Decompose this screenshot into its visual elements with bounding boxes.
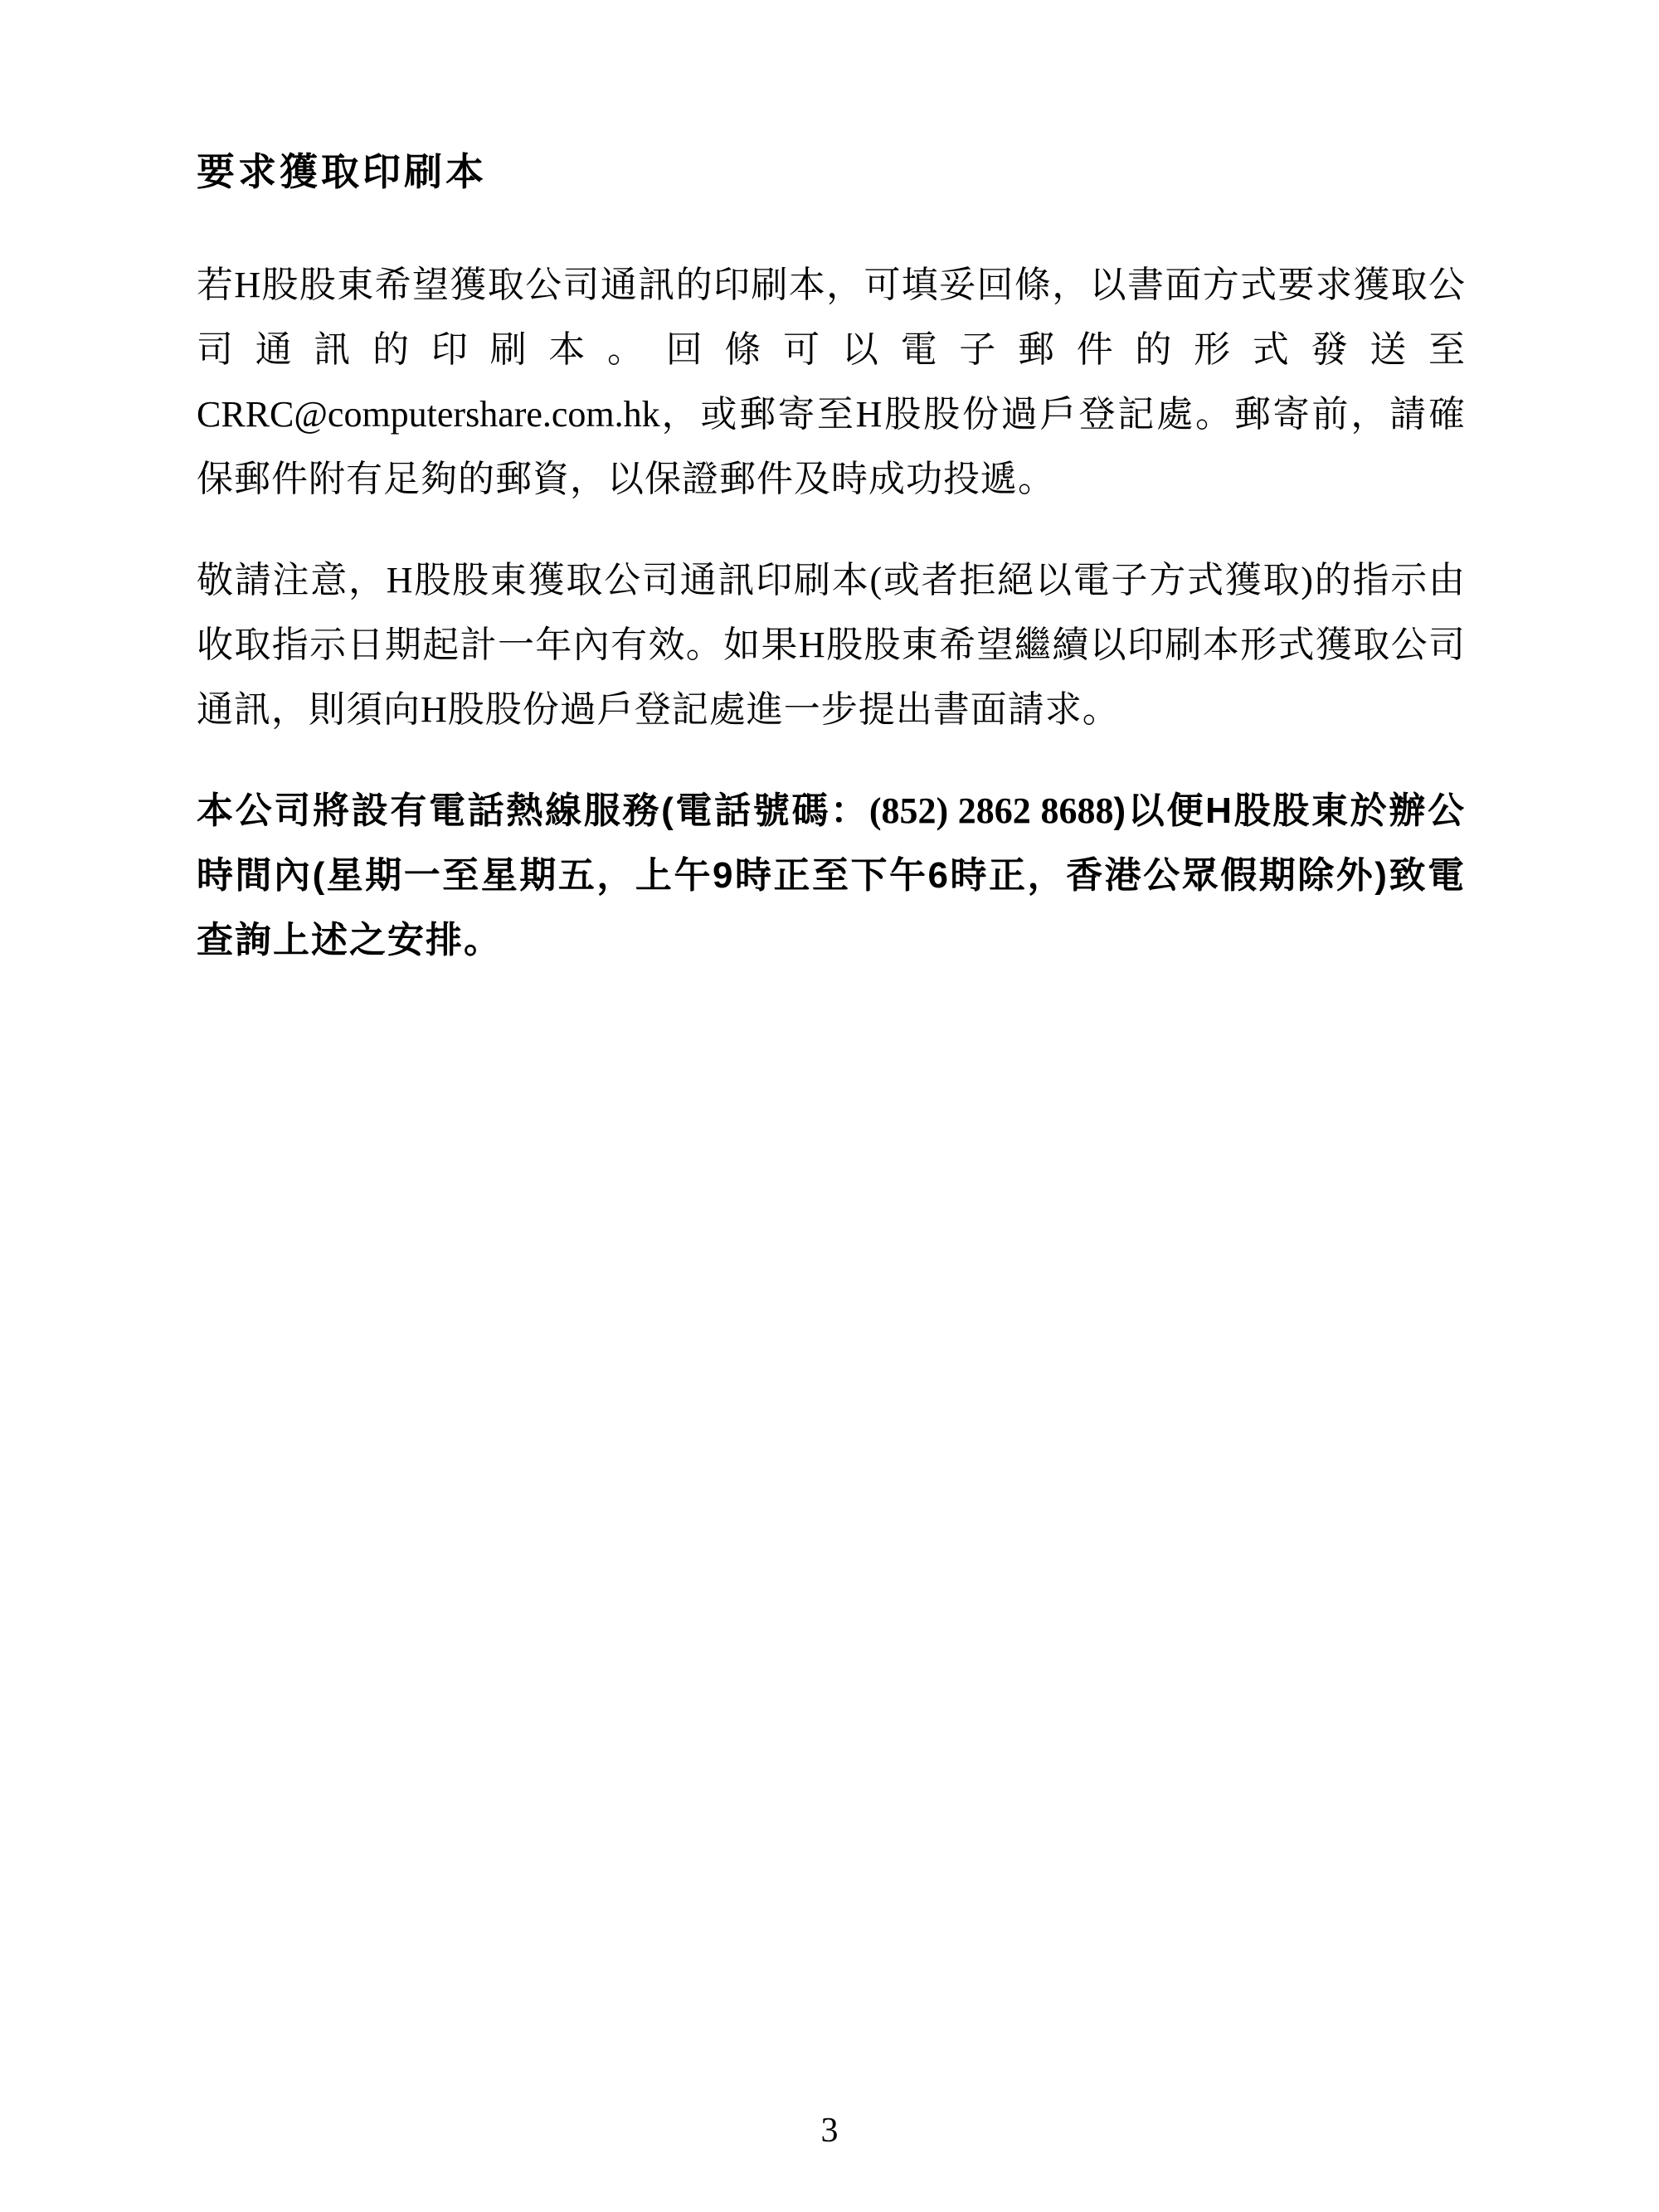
email-address: CRRC@computershare.com.hk <box>197 394 660 435</box>
paragraph-hotline <box>197 779 1466 973</box>
phone-number: (852) 2862 8688 <box>868 790 1114 832</box>
paragraph-text-after-phone: )以便H股股東於辦公時間內(星期一至星期五，上午9時正至下午6時正，香港公眾假期除外)致電查詢上述之安排。 <box>197 790 1466 961</box>
page-number: 3 <box>820 2112 839 2150</box>
paragraph-instruction-validity: 敬請注意，H股股東獲取公司通訊印刷本(或者拒絕以電子方式獲取)的指示由收取指示日期起計一年內有效。如果H股股東希望繼續以印刷本形式獲取公司通訊，則須向H股股份過戶登記處進一步提出書面請求。 <box>197 560 1466 731</box>
paragraph-text-before-email: 若H股股東希望獲取公司通訊的印刷本，可填妥回條，以書面方式要求獲取公司通訊的印刷本。回條可以電子郵件的形式發送至 <box>197 265 1466 371</box>
paragraph-text-before-phone: 本公司將設有電話熱線服務(電話號碼： <box>197 790 869 832</box>
paragraph-text-after-email: ，或郵寄至H股股份過戶登記處。郵寄前，請確保郵件附有足夠的郵資，以保證郵件及時成功投遞。 <box>197 394 1466 500</box>
paragraph-request-printed-copy <box>197 253 1466 512</box>
page-title: 要求獲取印刷本 <box>197 150 487 193</box>
